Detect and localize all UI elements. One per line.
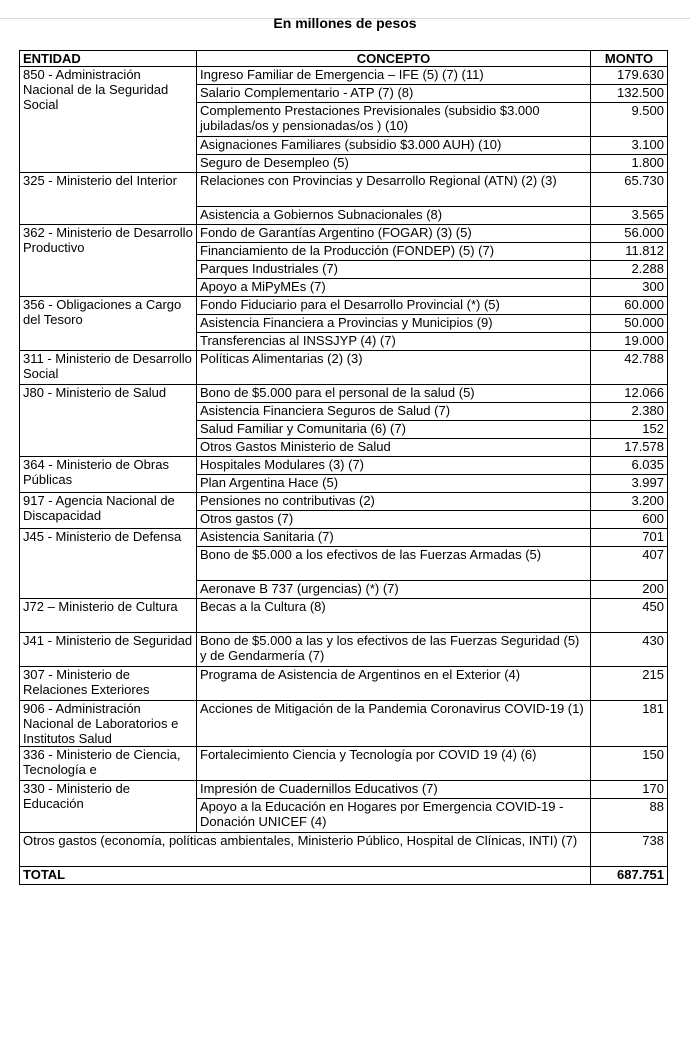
monto-cell: 1.800 — [591, 155, 668, 173]
monto-cell: 181 — [591, 701, 668, 747]
concepto-cell: Seguro de Desempleo (5) — [197, 155, 591, 173]
total-monto: 687.751 — [591, 867, 668, 885]
entidad-cell: 311 - Ministerio de Desarrollo Social — [20, 351, 197, 385]
entidad-cell: 330 - Ministerio de Educación — [20, 781, 197, 833]
monto-cell: 2.380 — [591, 403, 668, 421]
monto-cell: 65.730 — [591, 173, 668, 207]
concepto-cell: Acciones de Mitigación de la Pandemia Coronavirus COVID-19 (1) — [197, 701, 591, 747]
concepto-cell: Impresión de Cuadernillos Educativos (7) — [197, 781, 591, 799]
monto-cell: 150 — [591, 747, 668, 781]
otros-monto-cell: 738 — [591, 833, 668, 867]
concepto-cell: Financiamiento de la Producción (FONDEP) (5) (7) — [197, 243, 591, 261]
otros-concepto-cell: Otros gastos (economía, políticas ambientales, Ministerio Público, Hospital de Clínicas, INTI) (7) — [20, 833, 591, 867]
otros-gastos-row — [20, 833, 668, 867]
entidad-cell: J80 - Ministerio de Salud — [20, 385, 197, 457]
entidad-cell: 336 - Ministerio de Ciencia, Tecnología e — [20, 747, 197, 781]
concepto-cell: Salud Familiar y Comunitaria (6) (7) — [197, 421, 591, 439]
monto-cell: 450 — [591, 599, 668, 633]
concepto-cell: Relaciones con Provincias y Desarrollo Regional (ATN) (2) (3) — [197, 173, 591, 207]
concepto-cell: Programa de Asistencia de Argentinos en el Exterior (4) — [197, 667, 591, 701]
budget-table — [19, 50, 668, 885]
entidad-cell: 362 - Ministerio de Desarrollo Productivo — [20, 225, 197, 297]
concepto-cell: Becas a la Cultura (8) — [197, 599, 591, 633]
concepto-cell: Otros Gastos Ministerio de Salud — [197, 439, 591, 457]
concepto-cell: Asistencia Financiera a Provincias y Municipios (9) — [197, 315, 591, 333]
total-row — [20, 867, 668, 885]
entidad-cell: 906 - Administración Nacional de Laboratorios e Institutos Salud — [20, 701, 197, 747]
monto-cell: 3.200 — [591, 493, 668, 511]
table-row — [20, 747, 668, 781]
monto-cell: 170 — [591, 781, 668, 799]
monto-cell: 701 — [591, 529, 668, 547]
table-row — [20, 297, 668, 315]
total-label: TOTAL — [20, 867, 591, 885]
table-body — [20, 67, 668, 885]
table-row — [20, 529, 668, 547]
monto-cell: 200 — [591, 581, 668, 599]
concepto-cell: Salario Complementario - ATP (7) (8) — [197, 85, 591, 103]
entidad-cell: 917 - Agencia Nacional de Discapacidad — [20, 493, 197, 529]
table-row — [20, 599, 668, 633]
table-row — [20, 633, 668, 667]
concepto-cell: Apoyo a MiPyMEs (7) — [197, 279, 591, 297]
concepto-cell: Bono de $5.000 a las y los efectivos de las Fuerzas Seguridad (5) y de Gendarmería (7) — [197, 633, 591, 667]
concepto-cell: Asistencia Sanitaria (7) — [197, 529, 591, 547]
concepto-cell: Pensiones no contributivas (2) — [197, 493, 591, 511]
entidad-cell: J72 – Ministerio de Cultura — [20, 599, 197, 633]
entidad-cell: J45 - Ministerio de Defensa — [20, 529, 197, 599]
concepto-cell: Hospitales Modulares (3) (7) — [197, 457, 591, 475]
entidad-cell: 356 - Obligaciones a Cargo del Tesoro — [20, 297, 197, 351]
concepto-cell: Fondo Fiduciario para el Desarrollo Provincial (*) (5) — [197, 297, 591, 315]
monto-cell: 17.578 — [591, 439, 668, 457]
monto-cell: 215 — [591, 667, 668, 701]
monto-cell: 56.000 — [591, 225, 668, 243]
monto-cell: 6.035 — [591, 457, 668, 475]
concepto-cell: Transferencias al INSSJYP (4) (7) — [197, 333, 591, 351]
monto-cell: 407 — [591, 547, 668, 581]
monto-cell: 11.812 — [591, 243, 668, 261]
table-row — [20, 667, 668, 701]
entidad-cell: J41 - Ministerio de Seguridad — [20, 633, 197, 667]
monto-cell: 9.500 — [591, 103, 668, 137]
header-entidad: ENTIDAD — [20, 51, 197, 67]
header-row — [20, 51, 668, 67]
entidad-cell: 307 - Ministerio de Relaciones Exteriores — [20, 667, 197, 701]
table-row — [20, 701, 668, 747]
monto-cell: 300 — [591, 279, 668, 297]
concepto-cell: Apoyo a la Educación en Hogares por Emergencia COVID-19 - Donación UNICEF (4) — [197, 799, 591, 833]
concepto-cell: Asistencia Financiera Seguros de Salud (7) — [197, 403, 591, 421]
monto-cell: 88 — [591, 799, 668, 833]
monto-cell: 12.066 — [591, 385, 668, 403]
monto-cell: 3.997 — [591, 475, 668, 493]
page-title: En millones de pesos — [273, 15, 417, 31]
monto-cell: 600 — [591, 511, 668, 529]
entidad-cell: 325 - Ministerio del Interior — [20, 173, 197, 225]
table-row — [20, 493, 668, 511]
concepto-cell: Asistencia a Gobiernos Subnacionales (8) — [197, 207, 591, 225]
monto-cell: 50.000 — [591, 315, 668, 333]
table-row — [20, 173, 668, 207]
concepto-cell: Parques Industriales (7) — [197, 261, 591, 279]
concepto-cell: Complemento Prestaciones Previsionales (subsidio $3.000 jubiladas/os y pensionadas/os ) (10) — [197, 103, 591, 137]
concepto-cell: Aeronave B 737 (urgencias) (*) (7) — [197, 581, 591, 599]
table-row — [20, 351, 668, 385]
concepto-cell: Ingreso Familiar de Emergencia – IFE (5) (7) (11) — [197, 67, 591, 85]
concepto-cell: Asignaciones Familiares (subsidio $3.000 AUH) (10) — [197, 137, 591, 155]
concepto-cell: Plan Argentina Hace (5) — [197, 475, 591, 493]
entidad-cell: 364 - Ministerio de Obras Públicas — [20, 457, 197, 493]
table-row — [20, 385, 668, 403]
concepto-cell: Bono de $5.000 para el personal de la salud (5) — [197, 385, 591, 403]
table-row — [20, 67, 668, 85]
monto-cell: 42.788 — [591, 351, 668, 385]
monto-cell: 3.100 — [591, 137, 668, 155]
header-monto: MONTO — [591, 51, 668, 67]
concepto-cell: Bono de $5.000 a los efectivos de las Fuerzas Armadas (5) — [197, 547, 591, 581]
table-row — [20, 781, 668, 799]
table-row — [20, 457, 668, 475]
concepto-cell: Otros gastos (7) — [197, 511, 591, 529]
monto-cell: 60.000 — [591, 297, 668, 315]
monto-cell: 430 — [591, 633, 668, 667]
monto-cell: 132.500 — [591, 85, 668, 103]
monto-cell: 152 — [591, 421, 668, 439]
monto-cell: 19.000 — [591, 333, 668, 351]
monto-cell: 3.565 — [591, 207, 668, 225]
table-row — [20, 225, 668, 243]
monto-cell: 2.288 — [591, 261, 668, 279]
concepto-cell: Fondo de Garantías Argentino (FOGAR) (3) (5) — [197, 225, 591, 243]
entidad-cell: 850 - Administración Nacional de la Seguridad Social — [20, 67, 197, 173]
concepto-cell: Políticas Alimentarias (2) (3) — [197, 351, 591, 385]
header-concepto: CONCEPTO — [197, 51, 591, 67]
concepto-cell: Fortalecimiento Ciencia y Tecnología por COVID 19 (4) (6) — [197, 747, 591, 781]
monto-cell: 179.630 — [591, 67, 668, 85]
